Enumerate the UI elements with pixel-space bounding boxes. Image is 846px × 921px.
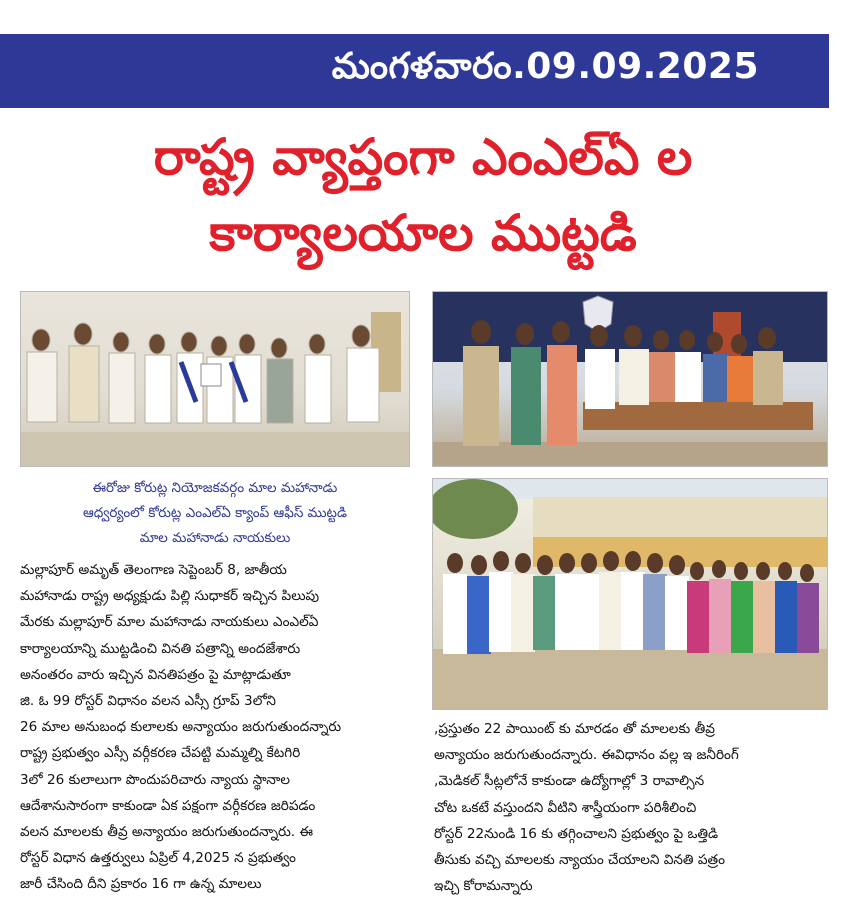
article-line: అన్యాయం జరుగుతుందన్నారు. ఈవిధానం వల్ల ఇ జనీరింగ్ bbox=[434, 747, 739, 764]
article-line: చోట ఒకటే వస్తుందని వీటిని శాస్త్రీయంగా పరిశీలించి bbox=[434, 799, 697, 816]
article-line: అనంతరం వారు ఇచ్చిన వినతిపత్రం పై మాట్లాడుతూ bbox=[20, 666, 291, 683]
article-line: జి. ఓ 99 రోస్టర్ విధానం వలన ఎస్సీ గ్రూప్ 3లోని bbox=[20, 693, 276, 710]
article-column-left bbox=[20, 557, 412, 898]
group-photo-icon bbox=[21, 292, 410, 467]
caption-line: ఆధ్వర్యంలో కోరుట్ల ఎంఎల్ఏ క్యాంప్ ఆఫీస్ ముట్టడి bbox=[83, 505, 347, 521]
article-line: రోస్టర్ విధాన ఉత్తర్వులు ఏప్రిల్ 4,2025 న ప్రభుత్వం bbox=[20, 850, 296, 867]
article-column-right bbox=[434, 716, 830, 899]
headline-line-1: రాష్ట్ర వ్యాప్తంగా ఎంఎల్ఏ ల bbox=[153, 128, 693, 186]
article-line: రోస్టర్ 22నుండి 16 కు తగ్గించాలని ప్రభుత్వం పై ఒత్తిడి bbox=[434, 825, 719, 842]
outdoor-meeting-photo-icon bbox=[433, 479, 828, 710]
photo-caption bbox=[20, 476, 410, 551]
photo-police-station-group bbox=[432, 291, 828, 467]
date-text: మంగళవారం.09.09.2025 bbox=[331, 46, 759, 87]
article-line: మల్లాపూర్ అమృత్ తెలంగాణ సెప్టెంబర్ 8, జాతీయ bbox=[20, 562, 287, 578]
article-line: వలన మాలలకు తీవ్ర అన్యాయం జరుగుతుందన్నారు. ఈ bbox=[20, 824, 313, 841]
headline-line-2: కార్యాలయాల ముట్టడి bbox=[209, 204, 637, 262]
date-banner bbox=[0, 34, 829, 108]
police-station-photo-icon bbox=[433, 292, 828, 467]
article-line: జారీ చేసింది దీని ప్రకారం 16 గా ఉన్న మాలలు bbox=[20, 876, 262, 893]
article-line: తీసుకు వచ్చి మాలలకు న్యాయం చేయాలని వినతి పత్రం bbox=[434, 852, 726, 869]
caption-line: ఈరోజు కోరుట్ల నియోజకవర్గం మాల మహానాడు bbox=[92, 480, 338, 496]
article-line: 3లో 26 కులాలుగా పొందుపరిచారు న్యాయ స్థానాల bbox=[20, 771, 290, 788]
photo-outdoor-group bbox=[432, 478, 828, 710]
article-line: ఇచ్చి కోరామన్నారు bbox=[434, 878, 533, 895]
article-line: ఆదేశానుసారంగా కాకుండా ఏక పక్షంగా వర్గీకరణ జరిపడం bbox=[20, 797, 316, 814]
article-line: రాష్ట్ర ప్రభుత్వం ఎస్సీ వర్గీకరణ చేపట్టి మమ్మల్ని కేటగిరి bbox=[20, 745, 301, 762]
article-line: ,మెడికల్ సీట్లలోనే కాకుండా ఉద్యోగాల్లో 3 రావాల్సిన bbox=[434, 773, 705, 790]
article-line: 26 మాల అనుబంధ కులాలకు అన్యాయం జరుగుతుందన్నారు bbox=[20, 719, 342, 736]
photo-memorandum-group bbox=[20, 291, 410, 467]
article-line: కార్యాలయాన్ని ముట్టడించి వినతి పత్రాన్ని అందజేశారు bbox=[20, 640, 301, 657]
article-line: మేరకు మల్లాపూర్ మాల మహానాడు నాయకులు ఎంఎల్ఏ bbox=[20, 614, 319, 631]
caption-line: మాల మహానాడు నాయకులు bbox=[139, 530, 291, 546]
article-line: మహానాడు రాష్ట్ర అధ్యక్షుడు పిల్లి సుధాకర్ ఇచ్చిన పిలుపు bbox=[20, 588, 320, 605]
article-line: ,ప్రస్తుతం 22 పాయింట్ కు మారడం తో మాలలకు తీవ్ర bbox=[434, 721, 715, 737]
